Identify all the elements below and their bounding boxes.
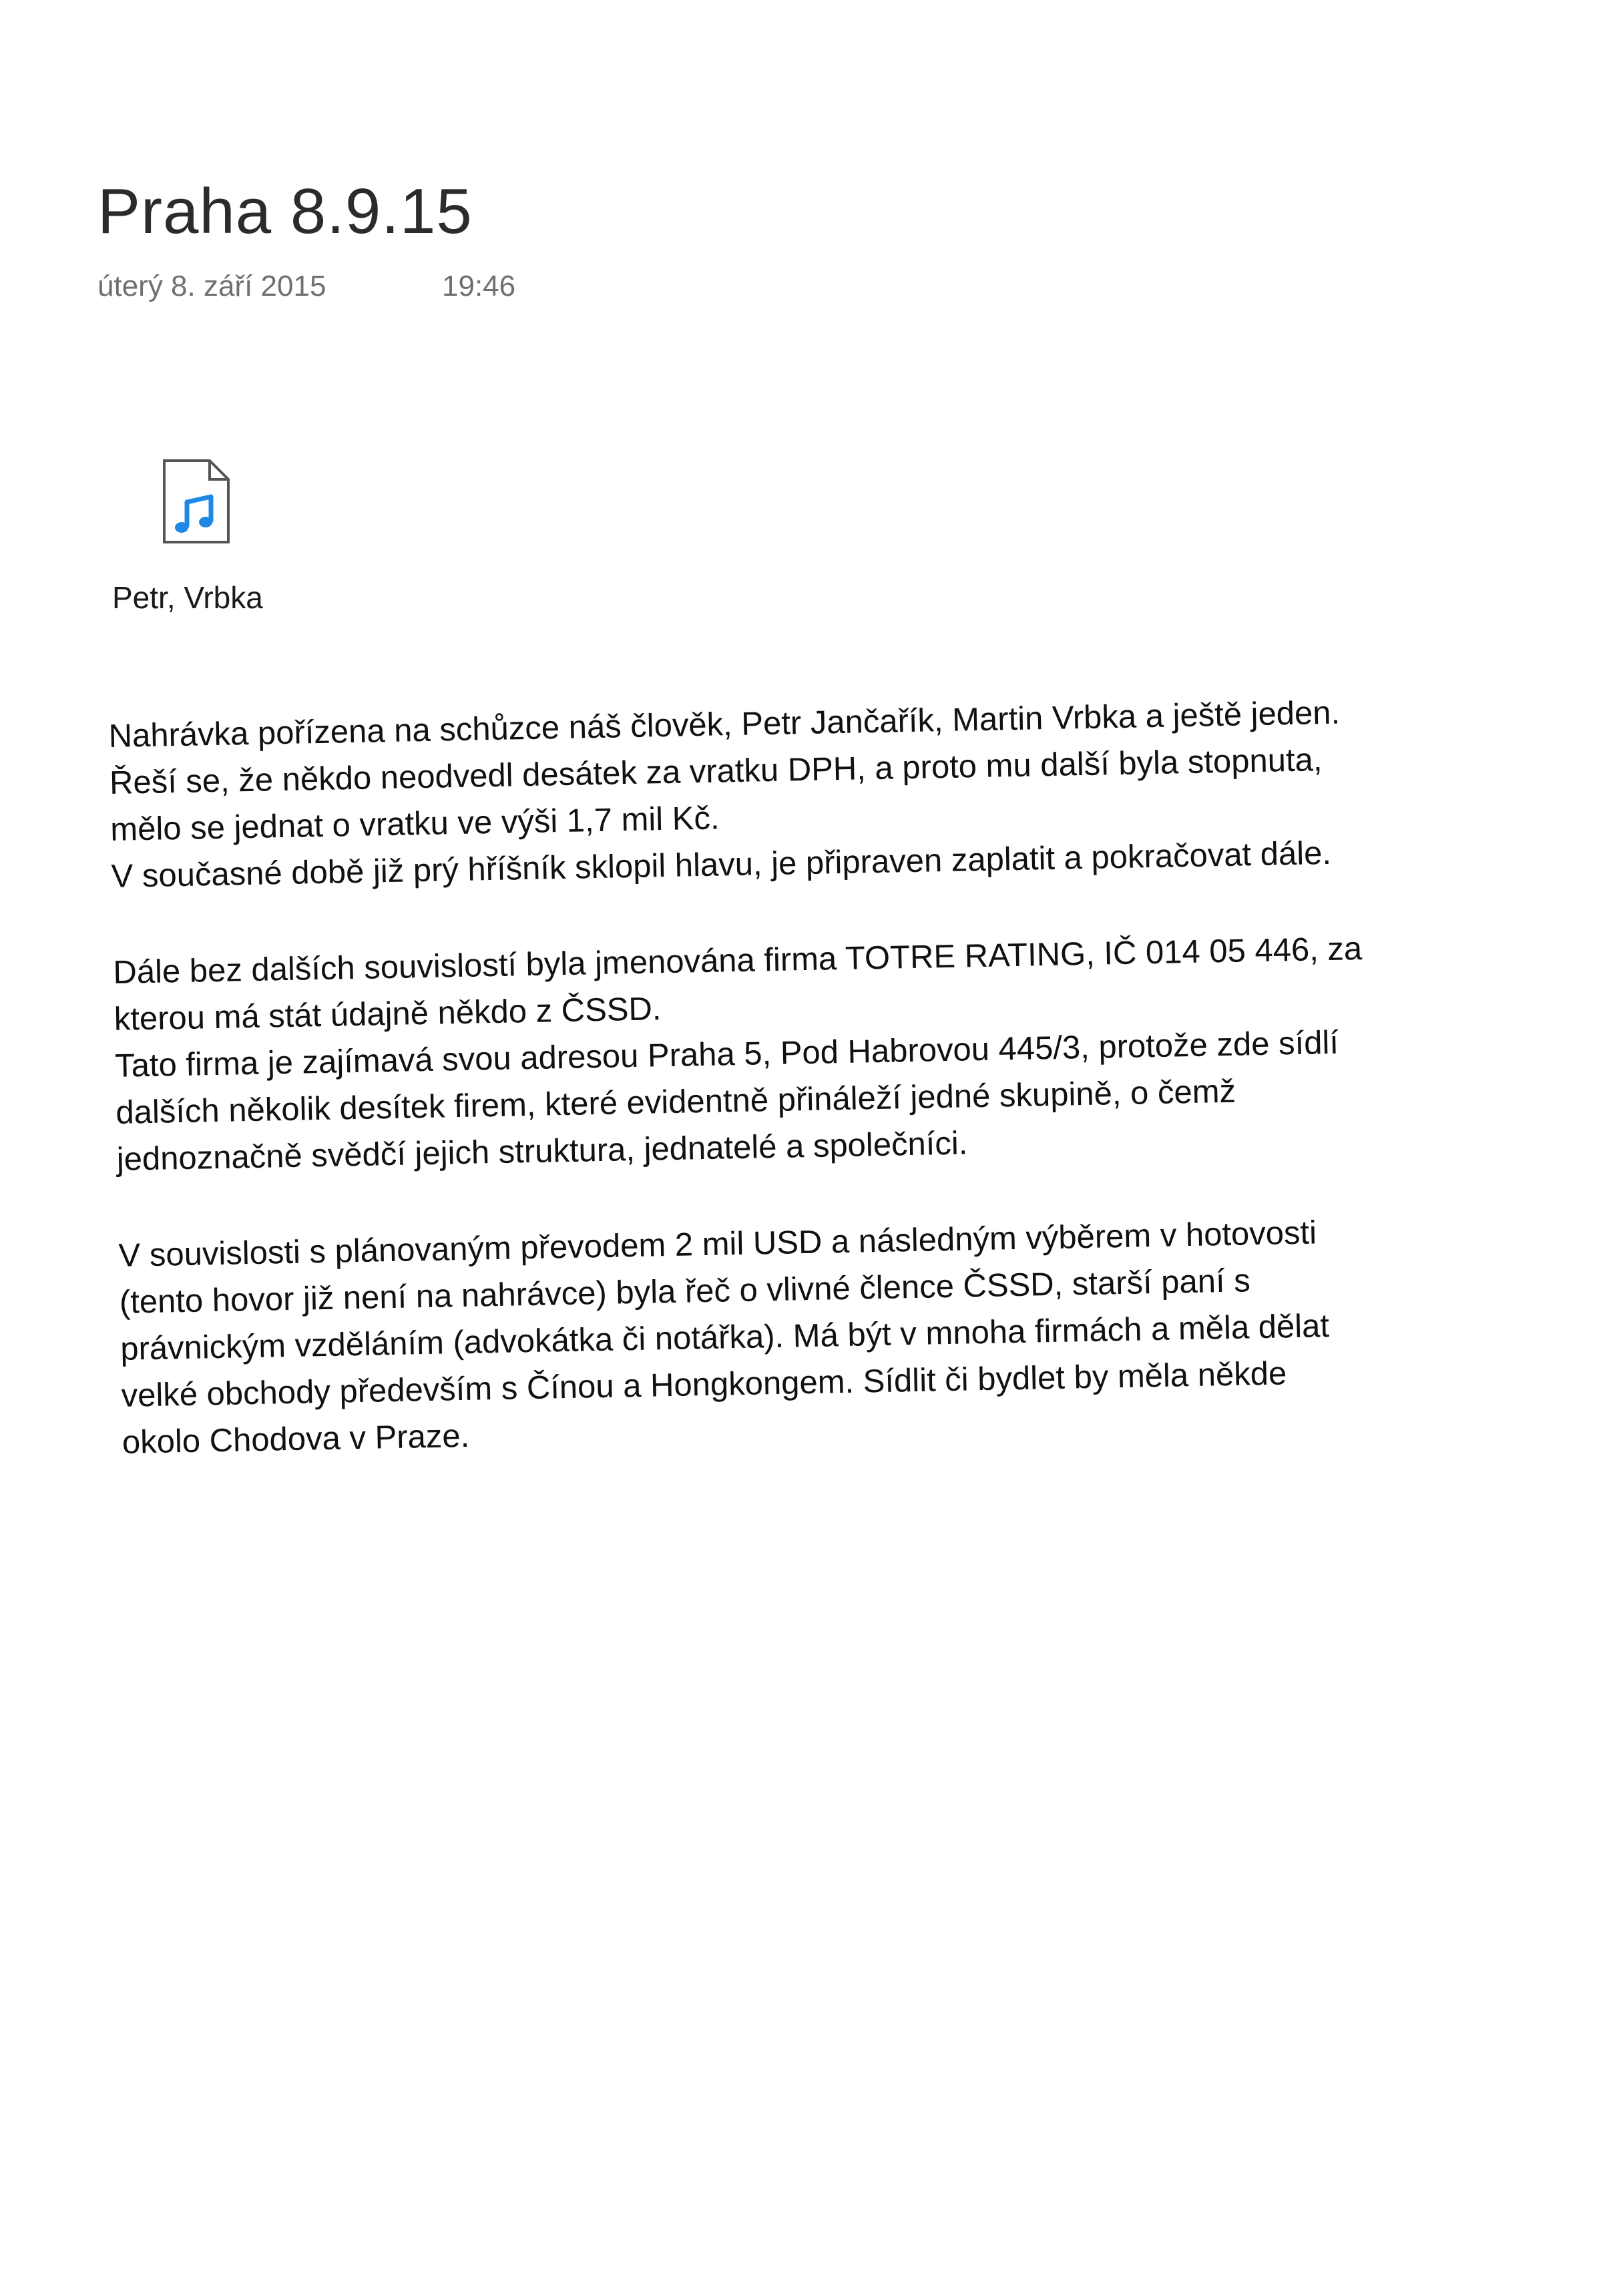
- text-line: Nahrávka pořízena na schůzce náš člověk, Petr Jančařík, Martin Vrbka a ještě jeden.: [108, 694, 1341, 754]
- paragraph: [113, 922, 1539, 1183]
- text-line: (tento hovor již není na nahrávce) byla řeč o vlivné člence ČSSD, starší paní s: [119, 1262, 1251, 1321]
- audio-file-icon[interactable]: [160, 458, 232, 546]
- text-line: Tato firma je zajímavá svou adresou Praha 5, Pod Habrovou 445/3, protože zde sídlí: [114, 1024, 1339, 1084]
- text-line: okolo Chodova v Praze.: [122, 1417, 470, 1461]
- attachment-name[interactable]: Petr, Vrbka: [112, 580, 263, 615]
- text-line: Řeší se, že někdo neodvedl desátek za vratku DPH, a proto mu další byla stopnuta,: [109, 742, 1323, 801]
- paragraph: [108, 686, 1534, 900]
- note-body: [108, 686, 1546, 1516]
- paragraph: [118, 1205, 1544, 1466]
- text-line: Dále bez dalších souvislostí byla jmenována firma TOTRE RATING, IČ 014 05 446, za: [112, 931, 1363, 991]
- text-line: dalších několik desítek firem, které evidentně přináleží jedné skupině, o čemž: [115, 1073, 1236, 1131]
- note-time: 19:46: [442, 270, 516, 302]
- text-line: velké obchody především s Čínou a Hongkongem. Sídlit či bydlet by měla někde: [121, 1355, 1287, 1414]
- text-line: kterou má stát údajně někdo z ČSSD.: [113, 991, 662, 1038]
- note-date: úterý 8. září 2015: [97, 270, 326, 302]
- note-timestamp: [97, 270, 516, 303]
- text-line: V současné době již prý hříšník sklopil hlavu, je připraven zaplatit a pokračovat dále.: [111, 835, 1332, 895]
- text-line: mělo se jednat o vratku ve výši 1,7 mil Kč.: [109, 800, 720, 848]
- note-title: Praha 8.9.15: [97, 176, 473, 247]
- text-line: jednoznačně svědčí jejich struktura, jednatelé a společníci.: [116, 1125, 968, 1178]
- text-line: V souvislosti s plánovaným převodem 2 mil USD a následným výběrem v hotovosti: [118, 1214, 1317, 1274]
- text-line: právnickým vzděláním (advokátka či notářka). Má být v mnoha firmách a měla dělat: [120, 1308, 1330, 1367]
